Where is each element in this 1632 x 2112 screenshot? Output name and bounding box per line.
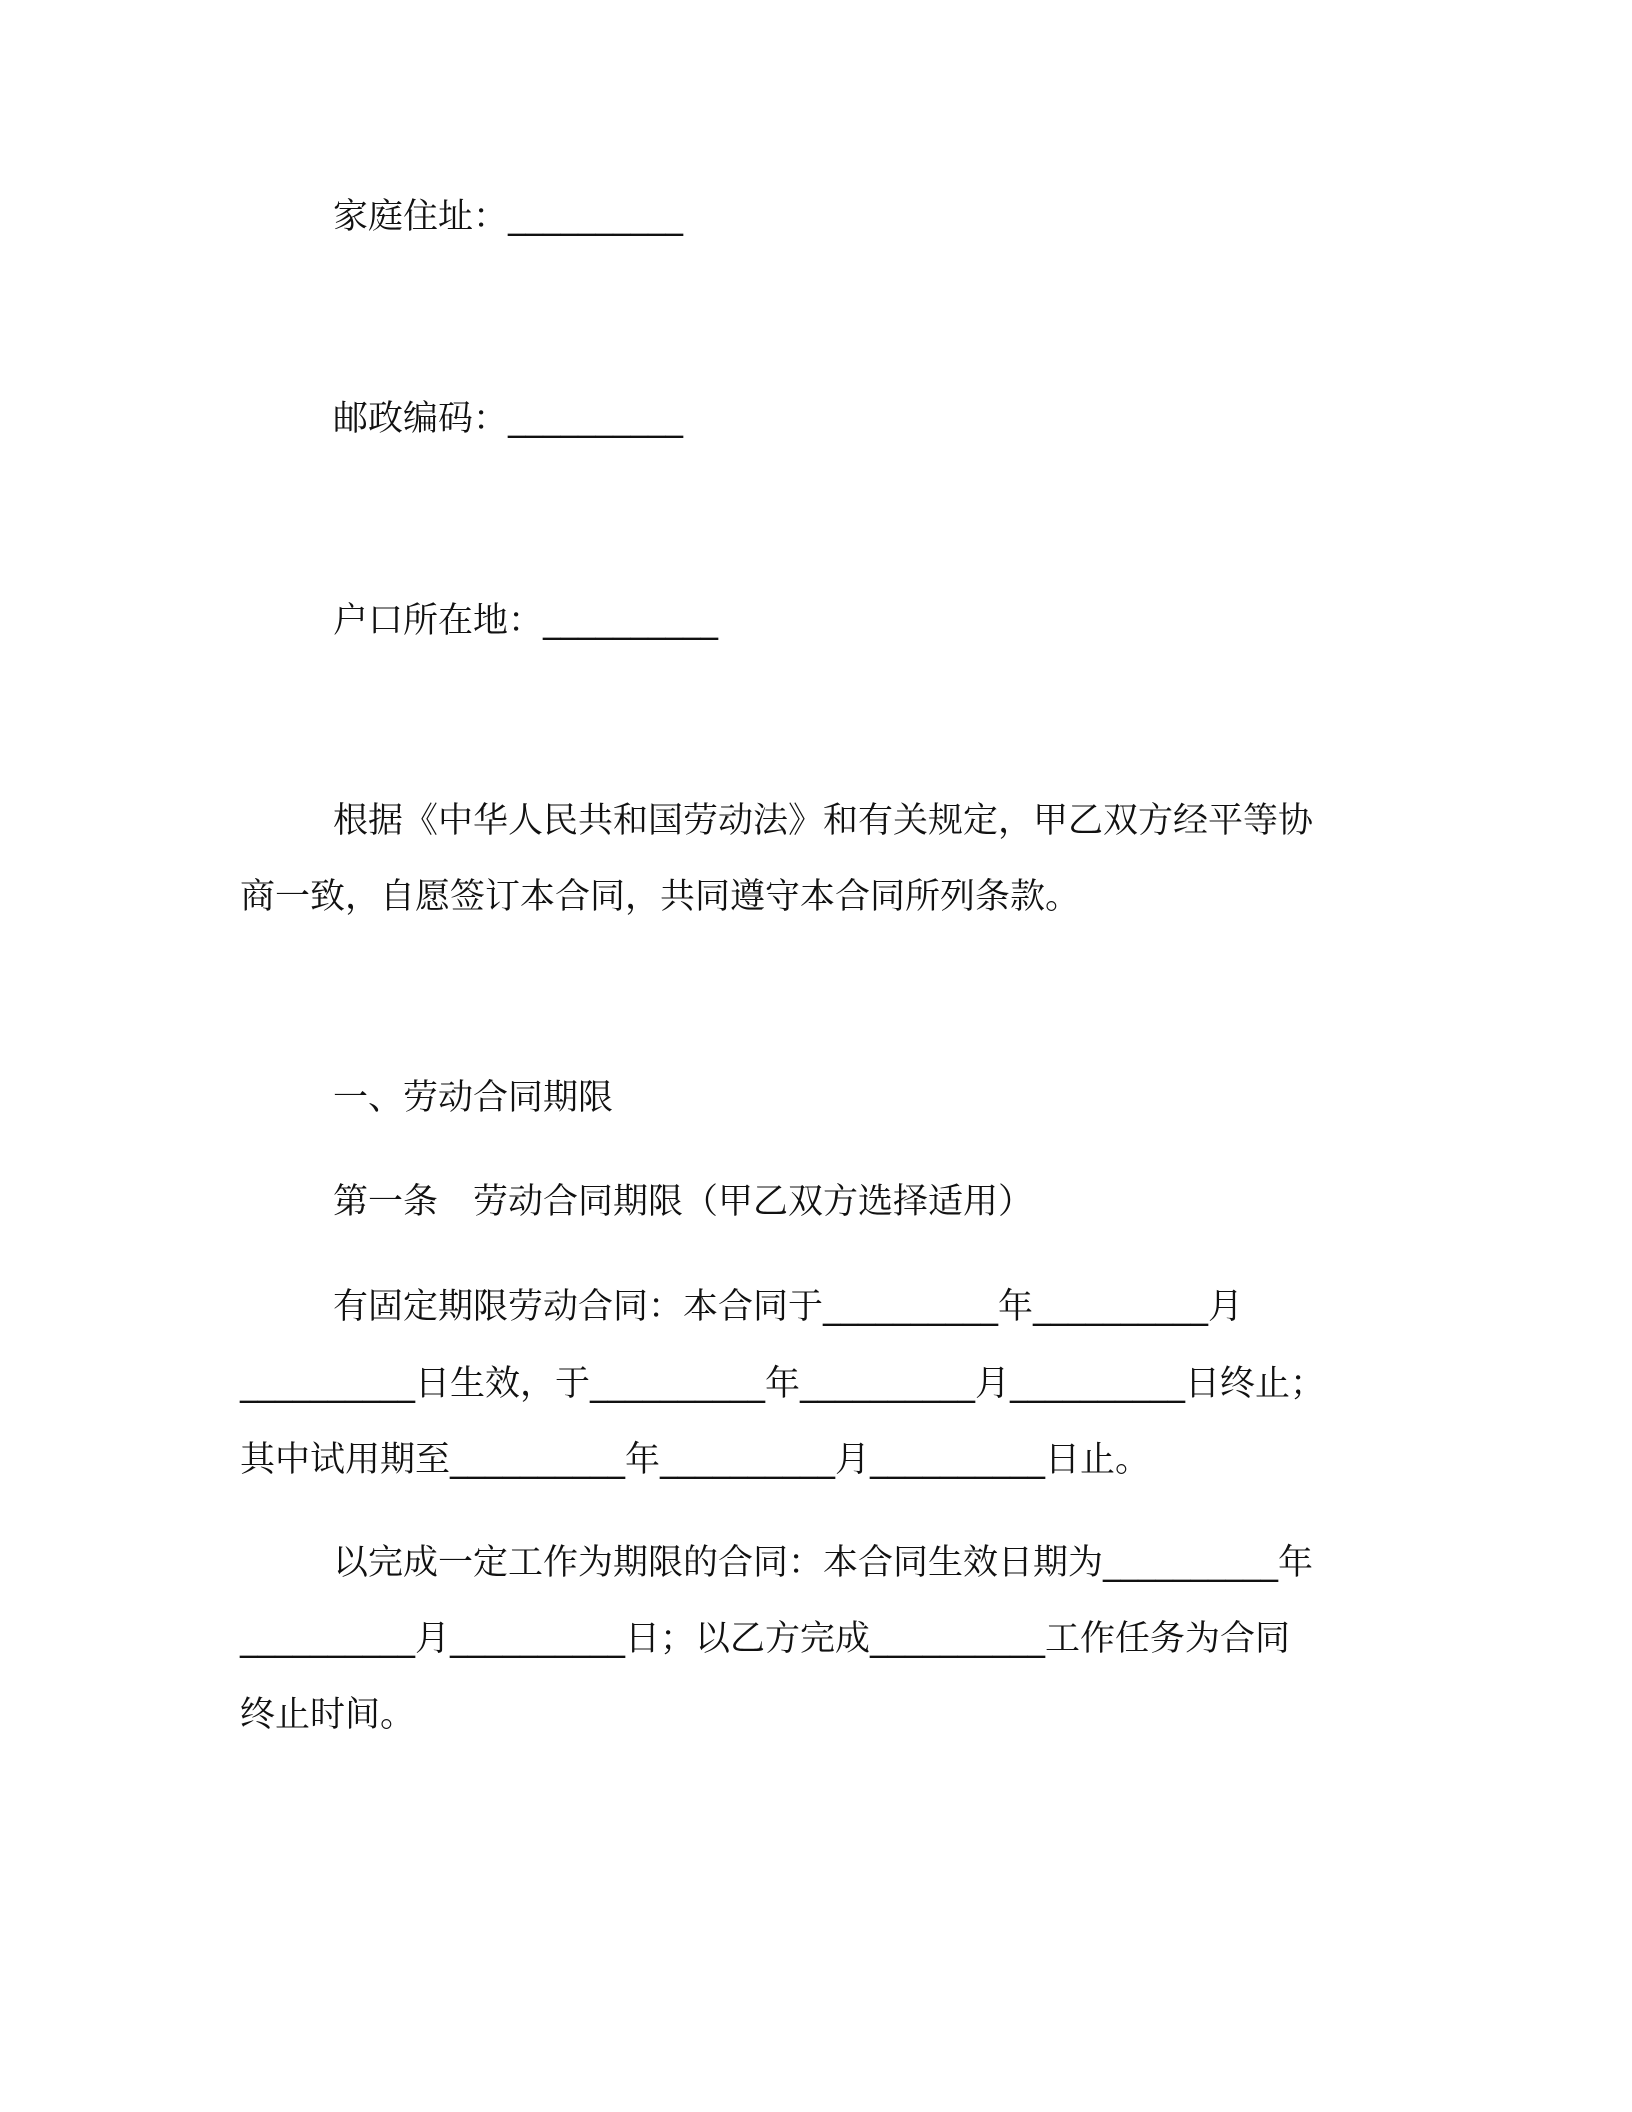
article-title: 第一条 劳动合同期限（甲乙双方选择适用） bbox=[333, 1182, 1034, 1222]
preamble-line-1: 根据《中华人民共和国劳动法》和有关规定，甲乙双方经平等协 bbox=[333, 801, 1314, 841]
fixed-term-line-3: 其中试用期至__________年__________月__________日止。 bbox=[240, 1440, 1151, 1480]
preamble-line-2: 商一致，自愿签订本合同，共同遵守本合同所列条款。 bbox=[240, 877, 1081, 917]
home-address-field: 家庭住址：__________ bbox=[333, 197, 684, 237]
section-heading: 一、劳动合同期限 bbox=[333, 1078, 614, 1118]
fixed-term-line-2: __________日生效，于__________年__________月__________日终止； bbox=[240, 1364, 1326, 1404]
postal-code-field: 邮政编码：__________ bbox=[333, 399, 684, 439]
fixed-term-line-1: 有固定期限劳动合同：本合同于__________年__________月 bbox=[333, 1287, 1244, 1327]
task-term-line-3: 终止时间。 bbox=[240, 1695, 416, 1735]
task-term-line-1: 以完成一定工作为期限的合同：本合同生效日期为__________年 bbox=[333, 1543, 1314, 1583]
hukou-location-field: 户口所在地：__________ bbox=[333, 601, 719, 641]
task-term-line-2: __________月__________日；以乙方完成__________工作任务为合同 bbox=[240, 1619, 1291, 1659]
